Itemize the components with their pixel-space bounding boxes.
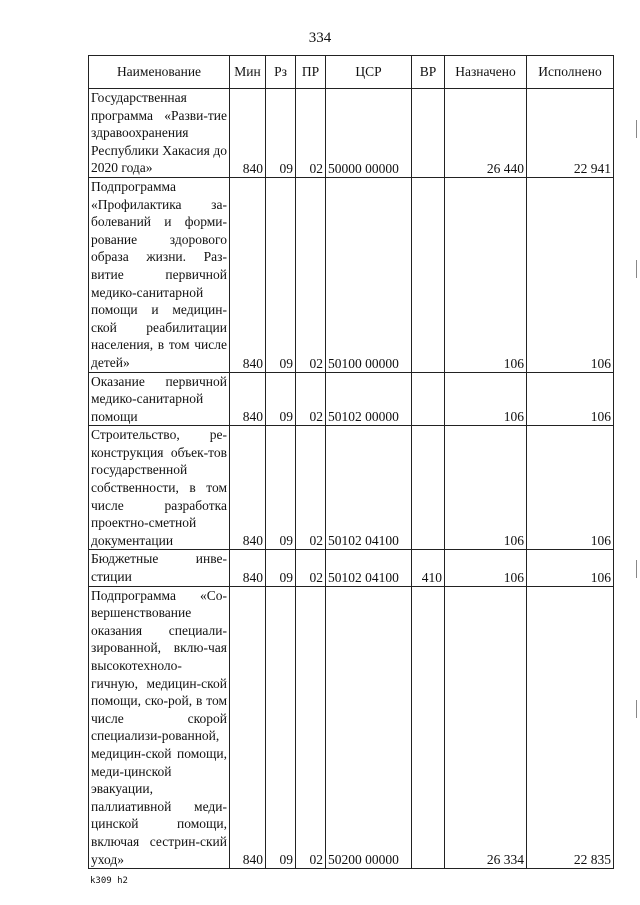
row-executed: 22 941 [527,89,614,178]
table-row [89,177,614,372]
table-row [89,372,614,426]
row-name: Государственная программа «Разви-тие здравоохранения Республики Хакасия до 2020 года» [89,89,230,178]
row-assigned: 26 440 [445,89,527,178]
page-number: 334 [308,30,332,46]
row-name: Подпрограмма «Профилактика за-болеваний и форми-рование здорового образа жизни. Раз-витие первичной медико-санитарной помощи и медицин-ской реабилитации населения, в том числе детей» [89,177,230,372]
row-rz: 09 [266,550,296,586]
row-executed: 106 [527,550,614,586]
row-executed: 106 [527,372,614,426]
row-pr: 02 [296,372,326,426]
row-csr: 50102 00000 [326,372,412,426]
column-header-min: Мин [230,56,266,89]
row-vr [412,177,445,372]
row-pr: 02 [296,586,326,869]
table-row [89,550,614,586]
row-csr: 50200 00000 [326,586,412,869]
column-header-csr: ЦСР [326,56,412,89]
row-executed: 22 835 [527,586,614,869]
row-min: 840 [230,586,266,869]
row-pr: 02 [296,550,326,586]
row-min: 840 [230,372,266,426]
row-vr [412,89,445,178]
row-name: Подпрограмма «Со-вершенствование оказания специали-зированной, вклю-чая высокотехноло-гичную, медицин-ской помощи, ско-рой, в том числе скорой специализи-рованной, медицин-ской помощи, меди-цинской эвакуации, паллиативной меди-цинской помощи, включая сестрин-ский уход» [89,586,230,869]
scan-edge-mark [636,560,637,578]
row-vr: 410 [412,550,445,586]
column-header-vr: ВР [412,56,445,89]
row-csr: 50100 00000 [326,177,412,372]
row-vr [412,426,445,550]
table-row [89,426,614,550]
row-name: Оказание первичной медико-санитарной помощи [89,372,230,426]
row-vr [412,586,445,869]
scan-edge-mark [636,260,637,278]
column-header-rz: Рз [266,56,296,89]
row-assigned: 106 [445,426,527,550]
column-header-pr: ПР [296,56,326,89]
row-csr: 50000 00000 [326,89,412,178]
row-csr: 50102 04100 [326,550,412,586]
row-rz: 09 [266,586,296,869]
row-pr: 02 [296,177,326,372]
scan-edge-mark [636,120,637,138]
row-pr: 02 [296,426,326,550]
table-row [89,89,614,178]
row-pr: 02 [296,89,326,178]
table-header-row [89,56,614,89]
column-header-name: Наименование [89,56,230,89]
row-rz: 09 [266,426,296,550]
row-assigned: 106 [445,372,527,426]
row-rz: 09 [266,372,296,426]
row-min: 840 [230,550,266,586]
row-min: 840 [230,177,266,372]
scan-edge-mark [636,700,637,718]
row-csr: 50102 04100 [326,426,412,550]
row-name: Бюджетные инве-стиции [89,550,230,586]
column-header-executed: Исполнено [527,56,614,89]
budget-table [88,55,614,869]
row-min: 840 [230,426,266,550]
row-assigned: 106 [445,177,527,372]
row-min: 840 [230,89,266,178]
row-assigned: 26 334 [445,586,527,869]
row-vr [412,372,445,426]
footer-code: k309 h2 [90,876,128,886]
row-executed: 106 [527,177,614,372]
table-row [89,586,614,869]
row-executed: 106 [527,426,614,550]
row-name: Строительство, ре-конструкция объек-тов государственной собственности, в том числе разработка проектно-сметной документации [89,426,230,550]
column-header-assigned: Назначено [445,56,527,89]
row-rz: 09 [266,89,296,178]
row-rz: 09 [266,177,296,372]
row-assigned: 106 [445,550,527,586]
